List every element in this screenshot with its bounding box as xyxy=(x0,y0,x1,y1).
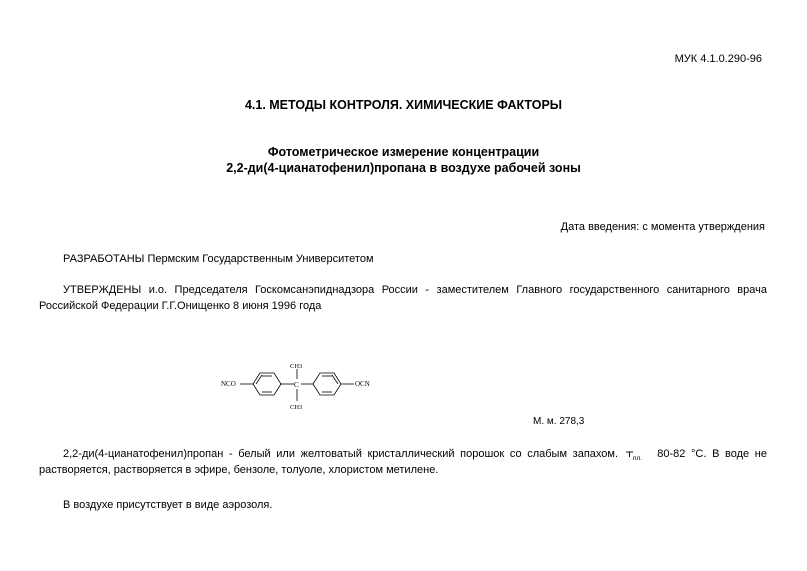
right-benzene-ring xyxy=(313,373,341,395)
melting-point-symbol xyxy=(624,447,652,461)
description-text-start: 2,2-ди(4-цианатофенил)пропан - белый или желтоватый кристаллический порошок со слабым запахом. xyxy=(63,448,624,460)
melting-point-subscript: пл. xyxy=(632,455,642,462)
molar-mass: М. м. 278,3 xyxy=(533,416,585,427)
bottom-methyl-label: CH3 xyxy=(290,404,303,411)
left-benzene-ring xyxy=(253,373,281,395)
document-title xyxy=(0,144,807,176)
approved-text: и.о. Председателя Госкомсанэпиднадзора России - заместителем Главного государственного санитарного врача Российской Федерации Г.Г.Онищенко 8 июня 1996 года xyxy=(39,284,767,312)
developed-by-paragraph: РАЗРАБОТАНЫ Пермским Государственным Университетом xyxy=(63,253,374,265)
structural-formula-drawing xyxy=(218,358,388,413)
section-title: 4.1. МЕТОДЫ КОНТРОЛЯ. ХИМИЧЕСКИЕ ФАКТОРЫ xyxy=(244,98,563,112)
introduction-date: Дата введения: с момента утверждения xyxy=(560,221,765,233)
approved-lead: УТВЕРЖДЕНЫ xyxy=(63,284,142,296)
left-group-label: NCO xyxy=(221,380,236,388)
document-code: МУК 4.1.0.290-96 xyxy=(674,53,762,65)
structural-formula xyxy=(218,358,388,418)
description-paragraph xyxy=(39,446,767,478)
right-group-label: OCN xyxy=(355,380,370,388)
document-title-line-1: Фотометрическое измерение концентрации xyxy=(267,145,540,159)
description-text-end: 80-82 °С. В воде не растворяется, растворяется в эфире, бензоле, толуоле, хлористом метилене. xyxy=(39,448,767,476)
aerosol-note: В воздухе присутствует в виде аэрозоля. xyxy=(63,499,273,511)
top-methyl-label: CH3 xyxy=(290,363,303,370)
approved-by-paragraph xyxy=(39,282,767,314)
document-title-line-2: 2,2-ди(4-цианатофенил)пропана в воздухе рабочей зоны xyxy=(226,161,581,175)
center-carbon-label: C xyxy=(294,381,299,389)
